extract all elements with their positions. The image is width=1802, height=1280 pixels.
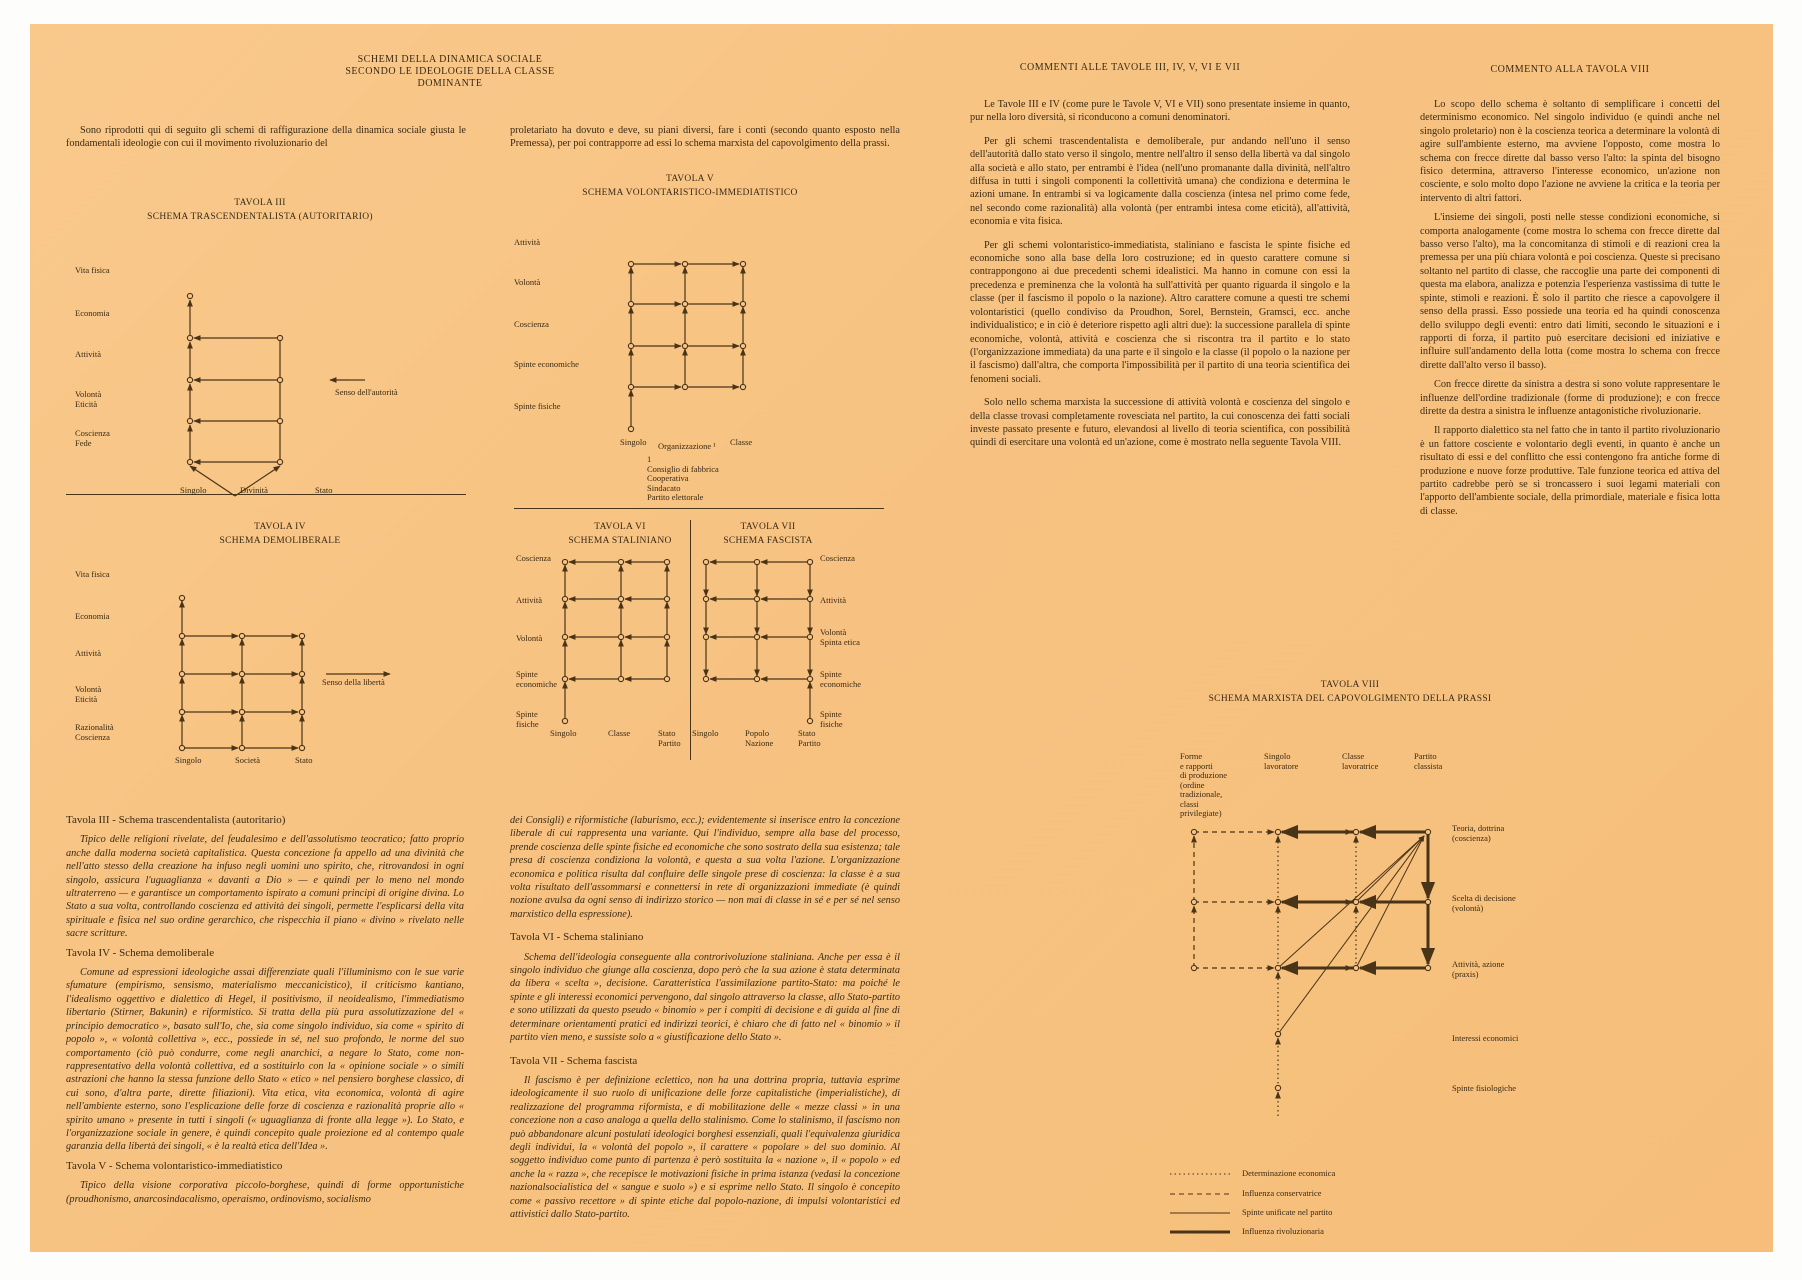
t3-row-label: Volontà Eticità <box>75 389 102 409</box>
tavola4-heading: TAVOLA IV <box>254 522 306 532</box>
t5-continued: dei Consigli) e riformistiche (laburismo, ecc.); evidentemente si inserisce entro la concezione liberale di cui rappresenta una variante. Qui l'individuo, sempre alla base del processo, prende coscienza delle spinte fisiche ed economiche che sono sostrato della sua esistenza; tale presa di coscienza condiziona la volontà, e questa a sua volta l'azione. L'organizzazione economica e politica risulta dal confluire delle singole prese di coscienza: la classe è a sua volta risultato dell'assommarsi e connettersi in rete di organizzazioni immediate (è quindi nozione avulsa da ogni senso di indirizzo storico — non mai di classe in sé e per sé nel senso marxistico della espressione). <box>510 815 900 920</box>
t3-row-label: Attività <box>75 349 101 359</box>
t5-row-label: Coscienza <box>514 319 549 329</box>
t7-row-label: Spinte economiche <box>820 669 862 689</box>
t6-row-label: Attività <box>516 595 542 605</box>
t8-col-label: Partito classista <box>1414 751 1443 771</box>
t7-bottom-label: Stato Partito <box>798 728 821 748</box>
t3-bottom-label: Singolo <box>180 485 207 495</box>
t8-col-label: Singolo lavoratore <box>1264 751 1299 771</box>
t8-node <box>1191 899 1196 904</box>
intro-col1-text: Sono riprodotti qui di seguito gli schemi di raffigurazione della dinamica sociale giusta le fondamentali ideologie con cui il movimento rivoluzionario del <box>66 125 466 150</box>
t6-heading: Tavola VI - Schema staliniano <box>510 931 644 944</box>
tavola6-subtitle: SCHEMA STALINIANO <box>568 536 672 546</box>
t8-node <box>1425 899 1430 904</box>
tavola5-heading: TAVOLA V <box>665 174 714 184</box>
t8-row-label: Spinte fisiologiche <box>1452 1083 1516 1093</box>
t3-row-label: Economia <box>75 308 110 318</box>
t8-node <box>1275 965 1280 970</box>
t8-legend-label: Influenza conservatrice <box>1242 1188 1322 1198</box>
t7-row-label: Volontà Spinta etica <box>820 627 860 647</box>
t3-row-label: Vita fisica <box>75 265 110 275</box>
tavola5-footnote: 1 Consiglio di fabbrica Cooperativa Sindacato Partito elettorale <box>647 454 719 502</box>
t8-node <box>1275 1031 1280 1036</box>
left-heading-line2: SECONDO LE IDEOLOGIE DELLA CLASSE DOMINANTE <box>345 66 555 89</box>
tavola8-subtitle: SCHEMA MARXISTA DEL CAPOVOLGIMENTO DELLA PRASSI <box>1208 694 1492 704</box>
left-heading-line1: SCHEMI DELLA DINAMICA SOCIALE <box>357 54 543 65</box>
t8-node <box>1353 829 1358 834</box>
tavola4-subtitle: SCHEMA DEMOLIBERALE <box>219 536 341 546</box>
t5-row-label: Spinte fisiche <box>514 401 561 411</box>
t7-row-label: Coscienza <box>820 553 855 563</box>
t5-bottom-label: Singolo <box>620 437 647 447</box>
t8-node <box>1425 829 1430 834</box>
t5-bottom-label: Classe <box>730 437 753 447</box>
rc2-p2: L'insieme dei singoli, posti nelle stesse condizioni economiche, si comporta analogamente (come mostra lo schema con frecce dirette dal basso verso l'alto), ma la concomitanza di stimoli e di reazioni crea la premessa per una più chiara volontà e poi coscienza. Queste si precisano soltanto nel partito di classe, che raccoglie una parte dei componenti di questa ma elabora, analizza e potenzia l'esperienza vastissima di tutte le spinte, stimoli e reazioni. È solo il partito che riesce a capovolgere il senso della prassi. Esso possiede una teoria ed ha quindi conoscenza dello sviluppo degli eventi: entro dati limiti, secondo le situazioni e i rapporti di forza, il partito può esercitare decisioni ed iniziative e influire sull'andamento della lotta (come mostra lo schema con frecce dirette dall'alto verso il basso). <box>1420 212 1720 371</box>
intro-col2-text: proletariato ha dovuto e deve, su piani diversi, fare i conti (secondo quanto esposto nella Premessa), per poi contrapporre ad essi lo schema marxista del capovolgimento della prassi. <box>510 125 900 150</box>
rc1-p1: Le Tavole III e IV (come pure le Tavole V, VI e VII) sono presentate insieme in quanto, pur nella loro diversità, si riconducono a comuni denominatori. <box>970 99 1350 124</box>
t5-body: Tipico della visione corporativa piccolo-borghese, quindi di forme opportunistiche (proudhonismo, anarcosindacalismo, operaismo, ordinovismo, socialismo <box>66 1180 464 1205</box>
t4-row-label: Volontà Eticità <box>75 684 102 704</box>
t5-bottom-label: Organizzazione ¹ <box>658 441 716 451</box>
t3-heading: Tavola III - Schema trascendentalista (autoritario) <box>66 814 286 826</box>
rc1-p4: Solo nello schema marxista la successione di attività volontà e coscienza del singolo e della classe trovasi completamente rovesciata nel partito, la cui conoscenza dei fatti sociali investe passato presente e futuro, elevandosi al livello di teoria scientifica, con possibilità quindi di esercitare una volontà ed un'azione, come è mostrato nella seguente Tavola VIII. <box>970 397 1350 449</box>
t7-bottom-label: Popolo Nazione <box>745 728 774 748</box>
t8-unified-arrow <box>1278 836 1424 1034</box>
t5-row-label: Volontà <box>514 277 541 287</box>
t8-legend-label: Determinazione economica <box>1242 1168 1336 1178</box>
right-col1-heading: COMMENTI ALLE TAVOLE III, IV, V, VI E VII <box>1019 62 1241 73</box>
t7-bottom-label: Singolo <box>692 728 719 738</box>
tavola7-subtitle: SCHEMA FASCISTA <box>723 536 813 546</box>
t6-body: Schema dell'ideologia conseguente alla controrivoluzione staliniana. Anche per essa è il singolo individuo che giunge alla coscienza, dopo però che la sua azione è stata determinata da libera « scelta », decisione. Caratteristica l'assimilazione partito-Stato: ma poiché le spinte e gli interessi economici pervengono, dal singolo attraverso la classe, allo Stato-partito e sono utilizzati da questo pseudo « binomio » per i compiti di decisione e di guida al fine di determinare orientamenti pratici ed indirizzi teorici, è chiaro che di fatto nel « binomio » il partito vien meno, e sussiste solo a « giustificazione dello Stato ». <box>510 951 900 1044</box>
tavola5-subtitle: SCHEMA VOLONTARISTICO-IMMEDIATISTICO <box>582 188 798 198</box>
t3-row-label: Coscienza Fede <box>75 428 110 448</box>
t8-node <box>1353 965 1358 970</box>
t6-row-label: Coscienza <box>516 553 551 563</box>
t8-legend-label: Influenza rivoluzionaria <box>1242 1226 1324 1236</box>
t7-row-label: Attività <box>820 595 846 605</box>
t3-body: Tipico delle religioni rivelate, del feudalesimo e dell'assolutismo teocratico; fatto proprio anche dalla moderna società capitalistica. Questa concezione fa appello ad una divinità che nell'atto stesso della creazione ha infuso negli uomini uno spirito, che, ritrovandosi in ogni singolo, assicura l'uguaglianza « davanti a Dio » — e quindi per lo meno nel mondo ultraterreno — e garantisce un comportamento ispirato a comuni principi di origine divina. Lo Stato a sua volta, controllando coscienza ed attività dei singoli, permette l'esplicarsi della vita spirituale e fisica nel suo ordine gerarchico, che rispecchia il piano « divino » rivelato nelle sacre scritture. <box>66 834 464 940</box>
t5-heading: Tavola V - Schema volontaristico-immediatistico <box>66 1159 283 1172</box>
t6-bottom-label: Singolo <box>550 728 577 738</box>
t8-node <box>1275 899 1280 904</box>
t8-col-label: Forme e rapporti di produzione (ordine tradizionale, classi privilegiate) <box>1180 751 1227 818</box>
t5-row-label: Attività <box>514 237 540 247</box>
tavola3-heading: TAVOLA III <box>234 198 286 208</box>
t4-row-label: Economia <box>75 611 110 621</box>
t7-row-label: Spinte fisiche <box>820 709 843 729</box>
t3-bottom-label: Stato <box>315 485 333 495</box>
t4-heading: Tavola IV - Schema demoliberale <box>66 946 215 959</box>
diagram-svg <box>30 24 1773 1252</box>
t8-legend-label: Spinte unificate nel partito <box>1242 1207 1333 1217</box>
t3-bottom-label: Divinità <box>240 485 268 495</box>
t8-node <box>1275 829 1280 834</box>
t8-row-label: Interessi economici <box>1452 1033 1519 1043</box>
paper-sheet <box>30 24 1773 1252</box>
rc2-p4: Il rapporto dialettico sta nel fatto che in tanto il partito rivoluzionario è un fattore cosciente e volontario degli eventi, in quanto è anche un risultato di essi e del conflitto che essi contengono fra antiche forme di produzione e nuove forze produttive. Tale funzione teorica ed attiva del partito cadrebbe però se si troncassero i suoi legami materiali con l'apporto dell'ambiente sociale, della primordiale, materiale e fisica lotta di classe. <box>1420 425 1720 517</box>
t3-side-label: Senso dell'autorità <box>335 387 398 397</box>
t6-row-label: Spinte fisiche <box>516 709 539 729</box>
tavola7-heading: TAVOLA VII <box>740 522 796 532</box>
t4-bottom-label: Singolo <box>175 755 202 765</box>
t5-row-label: Spinte economiche <box>514 359 579 369</box>
t4-bottom-label: Società <box>235 755 261 765</box>
rc2-p3: Con frecce dirette da sinistra a destra si sono volute rappresentare le influenze dell'ordine tradizionale (forme di produzione); e con frecce dirette da destra a sinistra le influenze antagonistiche rivoluzionarie. <box>1420 379 1720 417</box>
t8-row-label: Attività, azione (praxis) <box>1452 959 1505 979</box>
t7-body: Il fascismo è per definizione eclettico, non ha una dottrina propria, tuttavia esprime ideologicamente il suo ruolo di unificazione delle forze capitalistiche (imperialistiche), di realizzazione del programma riformista, e di mobilitazione delle « mezze classi » in una concezione non a caso analoga a quella dello stalinismo. Come lo stalinismo, il fascismo non può abbandonare alcuni postulati ideologici borghesi essenziali, quali l'equivalenza giuridica degli individui, la « volontà del popolo », il carattere « popolare » del suo dominio. Al soggetto individuo come punto di partenza è però sostituita la « nazione », il « popolo » ed anche la « razza », che recepisce le motivazioni fisiche in prima istanza (vedasi la concezione nazionalsocialistica del « sangue e suolo ») e si esprime nello Stato. Il singolo è concepito come « passivo recettore » di spinte etiche dal popolo-nazione, di impulsi volontaristici ed attivistici dallo Stato-partito. <box>510 1074 900 1220</box>
tavola3-subtitle: SCHEMA TRASCENDENTALISTA (AUTORITARIO) <box>147 212 373 222</box>
t4-row-label: Razionalità Coscienza <box>75 722 114 742</box>
t4-row-label: Attività <box>75 648 101 658</box>
t4-bottom-label: Stato <box>295 755 313 765</box>
t8-row-label: Teoria, dottrina (coscienza) <box>1452 823 1505 843</box>
rc1-p2: Per gli schemi trascendentalista e demoliberale, pur andando nell'uno il senso dell'autorità dallo stato verso il singolo, mentre nell'altro il senso della libertà va dal singolo alla società e allo stato, per entrambi è l'idea (nell'uno promanante dalla divinità, nell'altro diffusa in tutti i singoli componenti la collettività umana) che condiziona e determina le azioni umane. In entrambi si va logicamente dalla coscienza (intesa nel primo come fede, nel secondo come razionalità) alla volontà (per entrambi intesa come eticità), all'attività, economia e vita fisica. <box>970 135 1350 228</box>
t4-row-label: Vita fisica <box>75 569 110 579</box>
t6-row-label: Volontà <box>516 633 543 643</box>
t8-node <box>1275 1085 1280 1090</box>
t6-bottom-label: Stato Partito <box>658 728 681 748</box>
t8-col-label: Classe lavoratrice <box>1342 751 1379 771</box>
t4-body: Comune ad espressioni ideologiche assai differenziate quali l'illuminismo con le sue varie sfumature (empirismo, sensismo, materialismo meccanicistico), il criticismo kantiano, l'idealismo oggettivo e dialettico di Hegel, il positivismo, il neoidealismo, l'immediatismo libertario (Stirner, Bakunin) e riformistico. Si tratta della più pura assolutizzazione del « principio democratico », basato sull'Io, che, sia come singolo individuo, sia come « spirito di popolo », « volontà collettiva », ecc., possiede in sé, nel suo profondo, le norme del suo comportamento (ciò può condurre, come negli anarchici, a negare lo Stato, come non-rappresentativo della volontà collettiva, ed a sostituirlo con la « opinione sociale » o simili astrazioni che hanno la stessa funzione dello Stato « etico » nel pensiero borghese classico, di cui sono, d'altra parte, dirette filiazioni). Vita etica, vita economica, volontà di agire nell'ambiente esterno, sono l'esplicazione delle forze di coscienza e razionalità proprie allo « spirito umano » presente in tutti i singoli (« uguaglianza di fronte alla legge »). Lo Stato, e l'organizzazione sociale in genere, è quindi concepito quale proiezione ed al contempo quale garanzia della libertà dei singoli, « è la realtà etica dell'Idea ». <box>66 967 464 1153</box>
rc2-p1: Lo scopo dello schema è soltanto di semplificare i concetti del determinismo economico. Nel singolo individuo (e quindi anche nel singolo proletario) non è la coscienza teorica a determinare la volontà di agire sull'ambiente esterno, ma avviene l'opposto, come mostra lo schema con frecce dirette dal basso verso l'alto: la spinta del bisogno fisico determina, attraverso l'interesse economico, un'azione non cosciente, e solo molto dopo l'azione ne avviene la critica e la teoria per intervento di altri fattori. <box>1420 99 1720 204</box>
t8-node <box>1191 829 1196 834</box>
t8-node <box>1191 965 1196 970</box>
tavola6-heading: TAVOLA VI <box>594 522 646 532</box>
tavola8-heading: TAVOLA VIII <box>1320 680 1380 690</box>
t8-node <box>1425 965 1430 970</box>
right-col2-heading: COMMENTO ALLA TAVOLA VIII <box>1490 64 1650 75</box>
t8-unified-arrow <box>1356 836 1424 902</box>
t6-row-label: Spinte economiche <box>516 669 558 689</box>
rc1-p3: Per gli schemi volontaristico-immediatista, staliniano e fascista le spinte fisiche ed economiche sono alla base della loro costruzione; ed in questo carattere comune si contrappongono ai due precedenti schemi idealistici. Ma hanno in comune con essi la precedenza e preminenza che la volontà ha sull'attività per quanto riguarda il singolo e la classe (per il fascismo il popolo o la nazione). Altro carattere comune a questi tre schemi volontaristici (quello condiviso da Proudhon, Sorel, Bernstein, Gramsci, ecc. anche individualistico; e in ciò è deteriore rispetto agli altri due): la successione parallela di spinte economiche, volontà, attività e coscienza che si riscontra tra il partito e lo stato (l'organizzazione immediata) da una parte e il singolo e la classe (il popolo o la nazione per il fascismo) dall'altra, che comporta l'impossibilità per il partito di una teoria scientifica dei fenomeni sociali. <box>970 239 1350 385</box>
t8-row-label: Scelta di decisione (volontà) <box>1452 893 1516 913</box>
t6-bottom-label: Classe <box>608 728 631 738</box>
t7-heading: Tavola VII - Schema fascista <box>510 1054 638 1067</box>
t4-side-label: Senso della libertà <box>322 677 385 687</box>
t8-node <box>1353 899 1358 904</box>
